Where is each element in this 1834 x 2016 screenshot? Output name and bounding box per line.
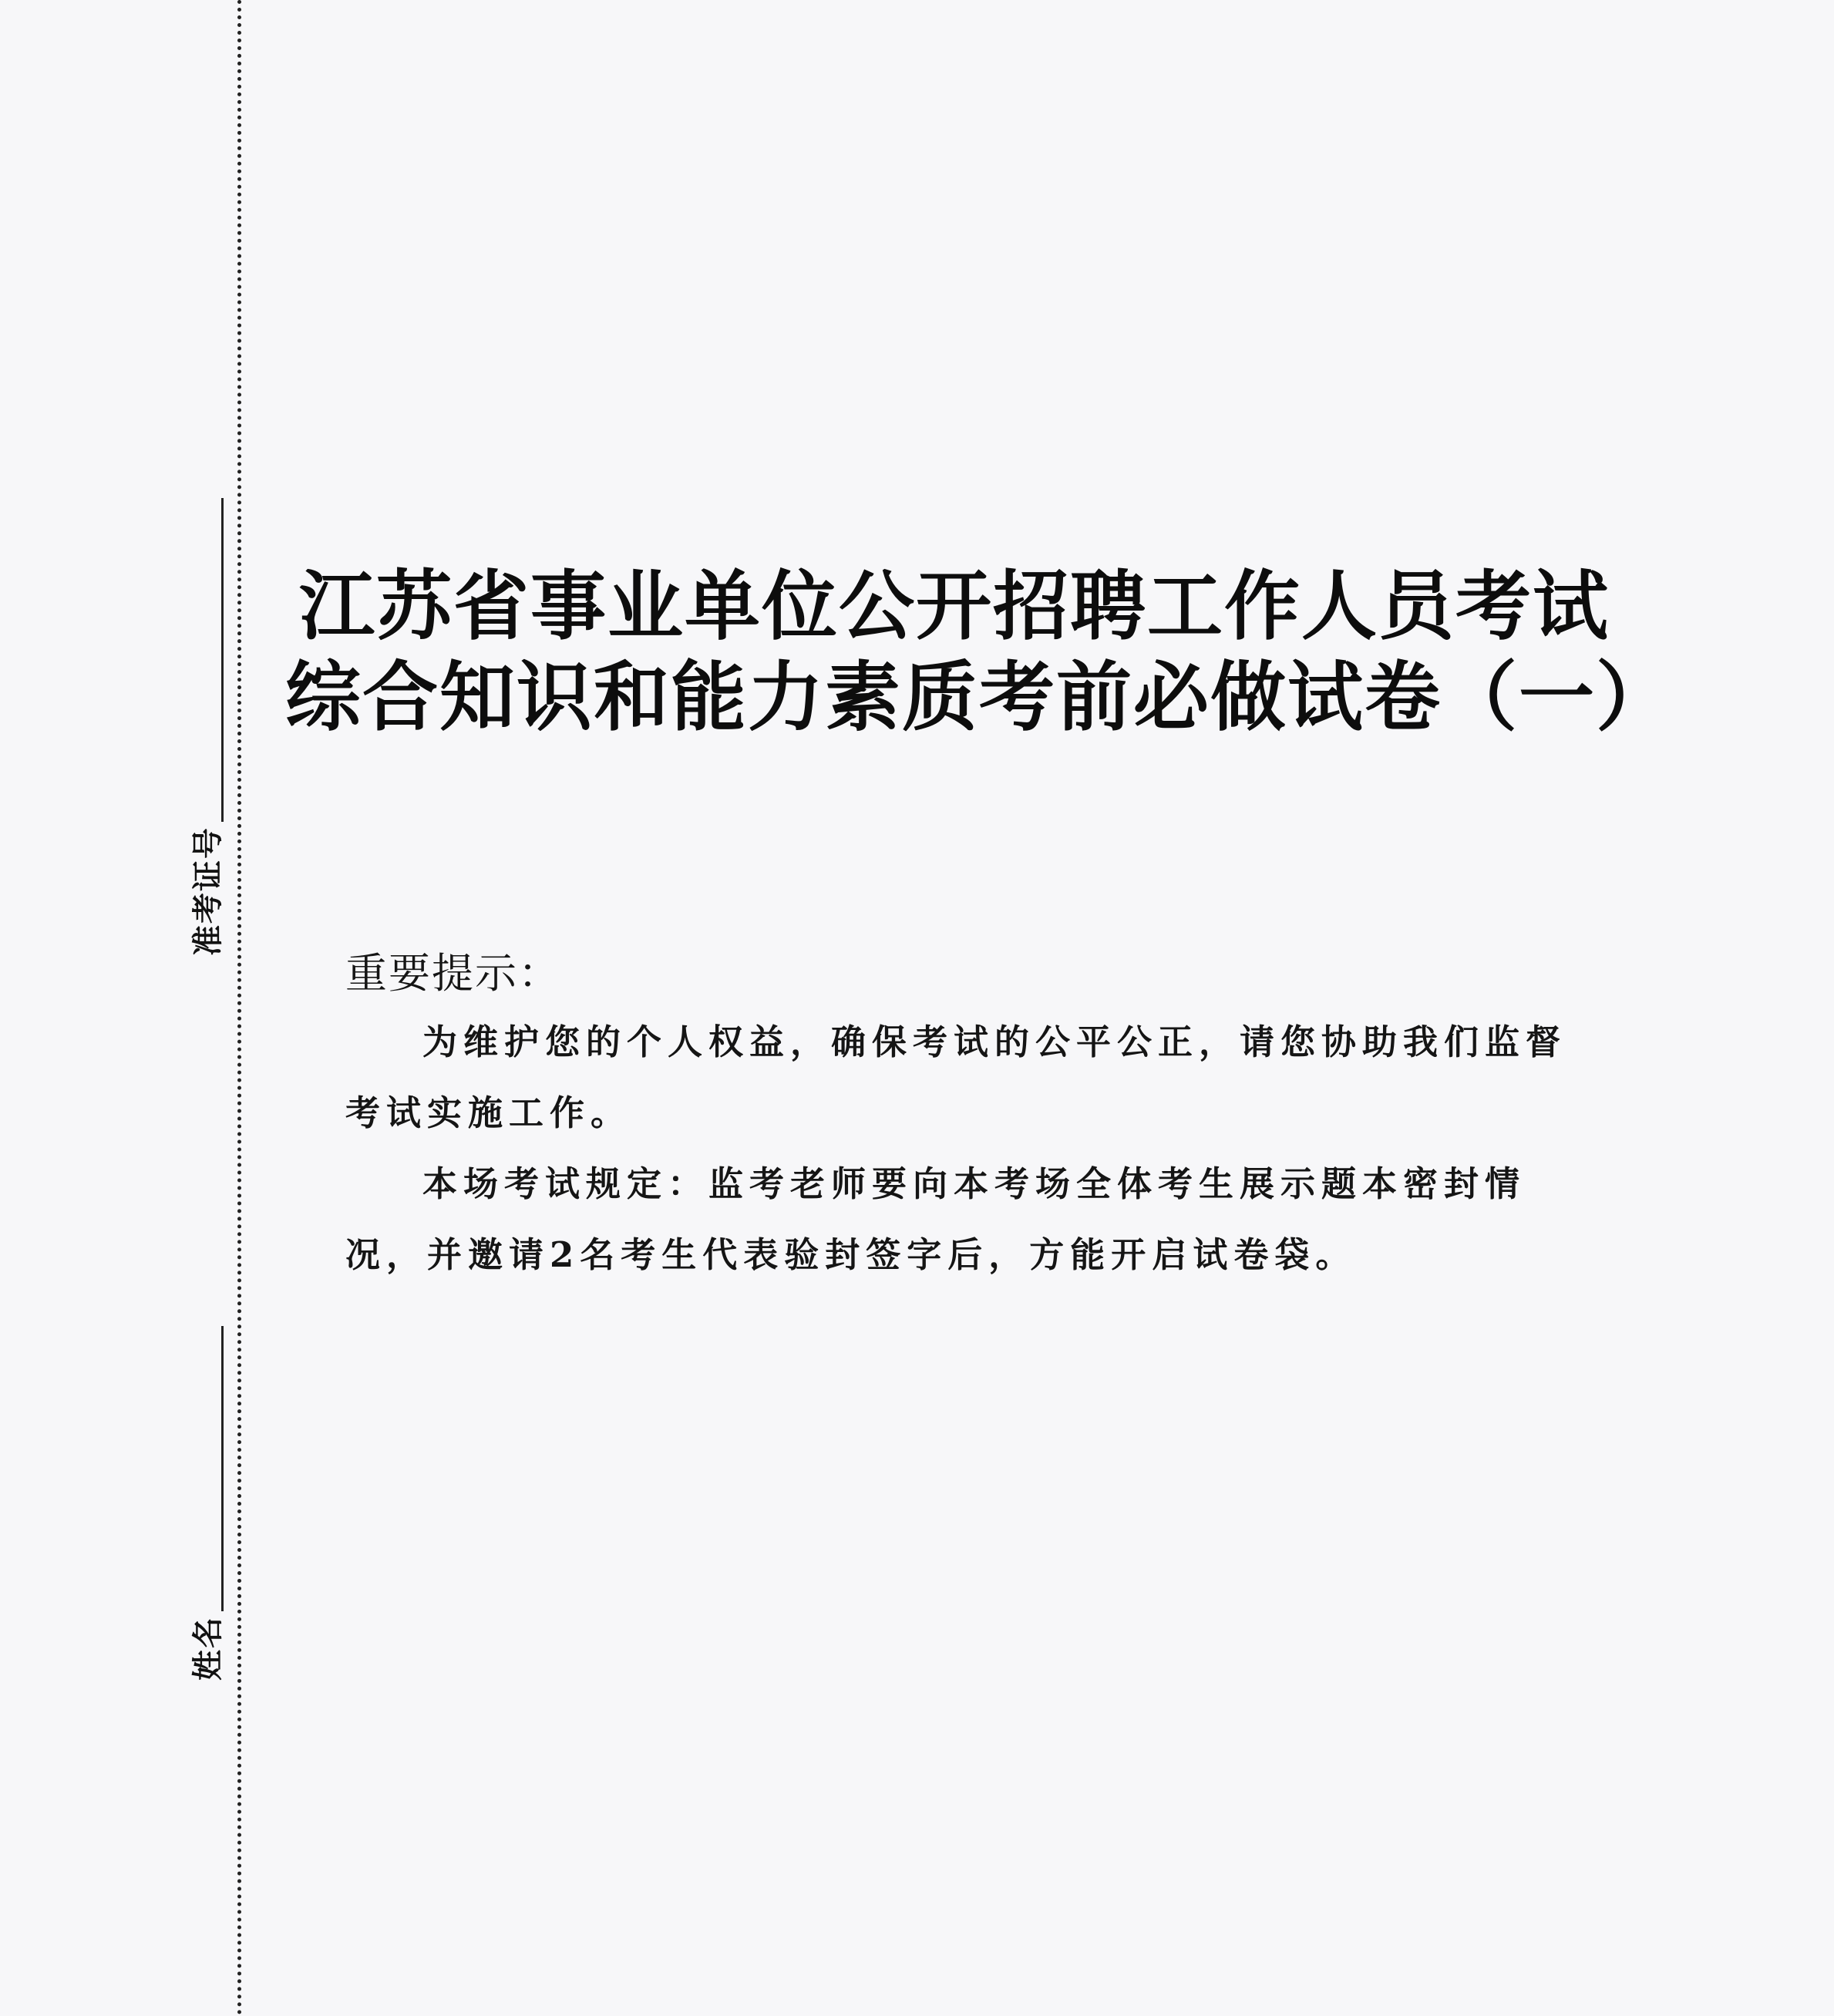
exam-number-label: 准考证号	[190, 826, 226, 956]
exam-title	[285, 561, 1674, 743]
notice-paragraph-2: 本场考试规定：监考老师要向本考场全体考生展示题本密封情况，并邀请2名考生代表验封签字后，方能开启试卷袋。	[345, 1163, 1526, 1275]
important-notice	[345, 947, 1571, 1291]
title-line-1: 江苏省事业单位公开招聘工作人员考试	[299, 563, 1610, 651]
exam-number-blank[interactable]	[221, 498, 224, 822]
name-label: 姓名	[190, 1616, 226, 1681]
notice-paragraph-1: 为维护您的个人权益，确保考试的公平公正，请您协助我们监督考试实施工作。	[345, 1021, 1567, 1133]
notice-heading: 重要提示：	[345, 949, 561, 998]
binding-margin	[0, 0, 241, 2016]
title-line-2: 综合知识和能力素质考前必做试卷（一）	[285, 654, 1674, 742]
dotted-cut-line	[237, 0, 241, 2016]
name-blank[interactable]	[221, 1326, 224, 1611]
